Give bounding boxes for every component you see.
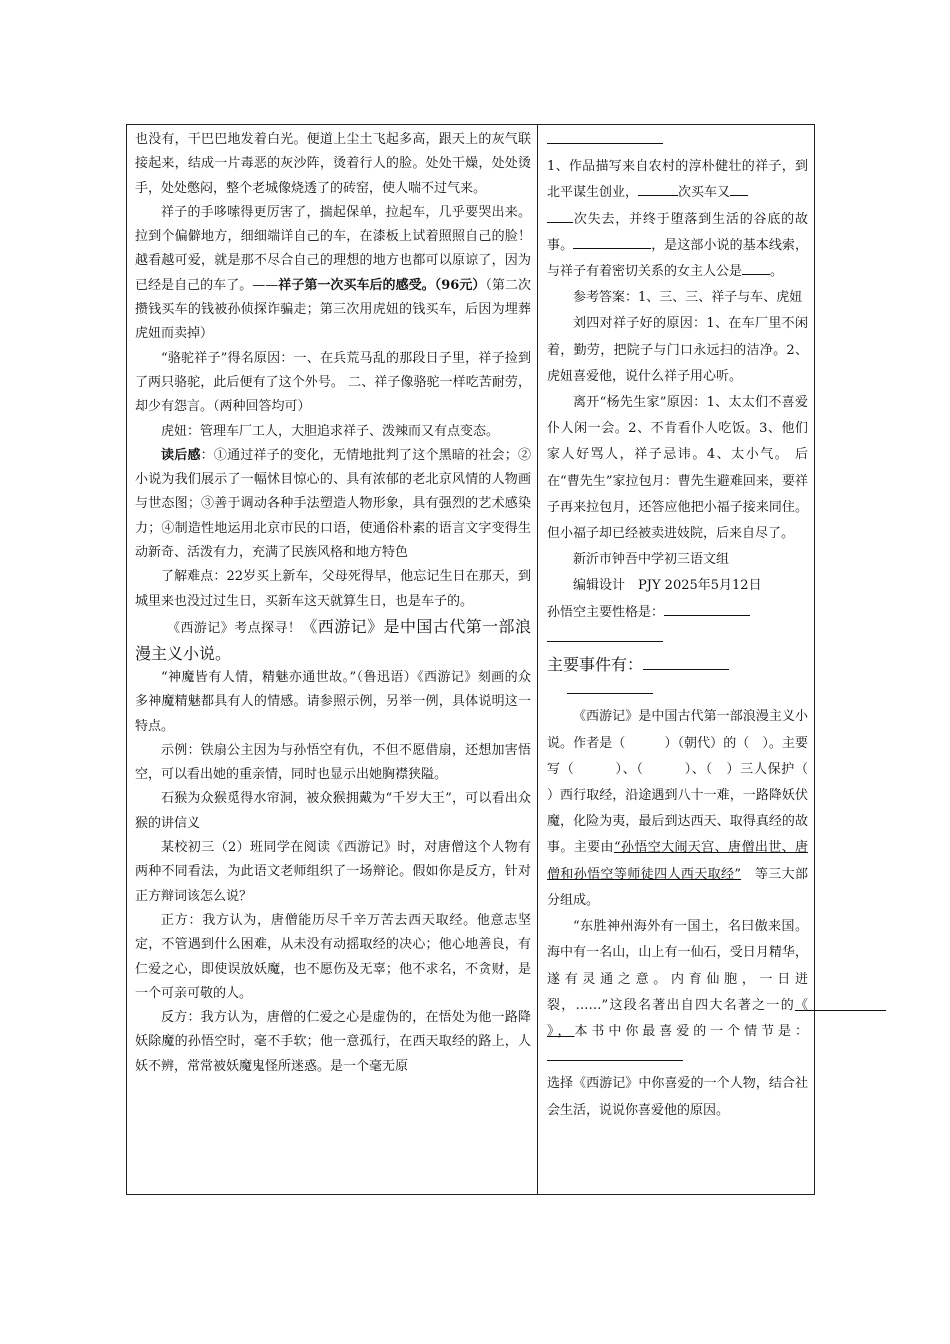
- blank-line[interactable]: [567, 679, 653, 694]
- blank-lose-count-a[interactable]: [730, 181, 748, 196]
- question-camel-xiangzi: 1、作品描写来自农村的淳朴健壮的祥子，到北平谋生创业， 次买车又 次失去，并终于堕落到生活的谷底的故事。 ，是这部小说的基本线索，与祥子有着密切关系的女主人公是 。: [547, 159, 808, 280]
- paragraph-first-car: [135, 201, 531, 347]
- left-column: [135, 128, 531, 1079]
- blank-lose-count-b[interactable]: [547, 208, 573, 223]
- paragraph-con-side: 反方：我方认为，唐僧的仁爱之心是虚伪的，在悟处为他一路降妖除魔的孙悟空时，毫不手软；他一意孤行，在西天取经的路上，人妖不辨，常常被妖魔鬼怪所迷惑。是一个毫无原: [135, 1010, 531, 1074]
- paragraph-heat: 也没有，干巴巴地发着白光。便道上尘土飞起多高，跟天上的灰气联接起来，结成一片毒恶的灰沙阵，烫着行人的脸。处处干燥，处处烫手，处处憋闷，整个老城像烧透了的砖窑，使人喘不过气来。: [135, 132, 531, 196]
- paragraph-camel-name: “骆驼祥子”得名原因：一、在兵荒马乱的那段日子里，祥子捡到了两只骆驼，此后便有了这个外号。 二、祥子像骆驼一样吃苦耐劳，却少有怨言。（两种回答均可）: [135, 350, 531, 415]
- school-name: 新沂市钟吾中学初三语文组: [573, 552, 730, 568]
- blank-book-title[interactable]: 《 》，: [547, 997, 887, 1039]
- right-column: [547, 128, 887, 1124]
- first-car-note: （第二次攒钱买车的钱被孙侦探诈骗走；第三次用虎妞的钱买车，后因为埋葬虎妞而卖掉）: [135, 277, 531, 342]
- first-car-text: 祥子的手哆嗦得更厉害了，揣起保单，拉起车，几乎要哭出来。拉到个偏僻地方，细细端详自己的车，在漆板上试着照照自己的脸！越看越可爱，就是那不尽合自己的理想的地方也都可以原谅了，因为已经是自己的车了。——: [135, 204, 531, 293]
- blank-favorite-plot[interactable]: [547, 1046, 683, 1061]
- reference-answer: 参考答案：1、三、三、祥子与车、虎妞: [573, 290, 803, 306]
- xiyouji-probe-label: 《西游记》考点探寻！: [167, 620, 302, 636]
- paragraph-lu-xun-quote: “神魔皆有人情，精魅亦通世故。”（鲁迅语）《西游记》刻画的众多神魔精魅都具有人的情感。请参照示例，另举一例，具体说明这一特点。: [135, 669, 531, 734]
- question-main-events: 主要事件有：: [547, 652, 808, 678]
- question-favorite-character: 选择《西游记》中你喜爱的一个人物，结合社会生活，说说你喜爱他的原因。: [547, 1076, 808, 1118]
- paragraph-xiyouji-intro: [135, 614, 531, 666]
- paragraph-leave-yang: 离开“杨先生家”原因：1、太太们不喜爱仆人闲一会。2、不肯看仆人吃饭。3、他们家人好骂人，祥子忌讳。4、太小气。 后在“曹先生”家拉包月：曹先生避难回来，要祥子再来拉包月，还答应他把小福子接来同住。但小福子却已经被卖进妓院，后来自尽了。: [547, 395, 808, 542]
- paragraph-xiyouji-author: 《西游记》是中国古代第一部浪漫主义小说。作者是（ ）（朝代）的（ ）。主要写（ ）、（ ）、（ ）三人保护（ ）西行取经，沿途遇到八十一难，一路降妖伏魔，化险为夷，最后到达西天、取得真经的故事。主要由“孙悟空大闹天宫、唐僧出世、唐僧和孙悟空等师徒四人西天取经” 等三大部分组成。: [547, 709, 835, 908]
- blank-sun-character[interactable]: [664, 601, 750, 616]
- blank-main-events[interactable]: [643, 655, 729, 670]
- paragraph-pro-side: 正方：我方认为，唐僧能历尽千辛万苦去西天取经。他意志坚定，不管遇到什么困难，从未没有动摇取经的决心；他心地善良，有仁爱之心，即使误放妖魔，也不愿伤及无辜；他不求名，不贪财，是一个可亲可敬的人。: [135, 912, 531, 1001]
- editor-line: 编辑设计 PJY 2025年5月12日: [573, 578, 762, 594]
- blank-main-thread[interactable]: [573, 234, 651, 249]
- question-sun-character: 孙悟空主要性格是：: [547, 600, 808, 626]
- paragraph-liu-si: 刘四对祥子好的原因：1、在车厂里不闲着，勤劳，把院子与门口永远扫的洁净。2、虎妞喜爱他，说什么祥子用心听。: [547, 316, 808, 384]
- column-divider: [537, 125, 538, 1194]
- content-table: [126, 124, 887, 1195]
- blank-heroine[interactable]: [742, 260, 770, 275]
- blank-buy-count[interactable]: [638, 181, 678, 196]
- paragraph-aolai: “东胜神州海外有一国土，名曰傲来国。海中有一名山，山上有一仙石，受日月精华，遂有灵通之意。内育仙胞，一日迸裂，……”这段名著出自四大名著之一的《 》，本书中你最喜爱的一个情节是：: [547, 914, 808, 1071]
- xiyouji-intro-text: 《西游记》是中国古代第一部浪漫主义小说。: [135, 616, 531, 663]
- paragraph-debate: 某校初三（2）班同学在阅读《西游记》时，对唐僧这个人物有两种不同看法，为此语文老师组织了一场辩论。假如你是反方，针对正方辩词该怎么说？: [135, 840, 531, 904]
- blank-line[interactable]: [547, 627, 663, 642]
- paragraph-difficulty: 了解难点：22岁买上新车，父母死得早，他忘记生日在那天，到城里来也没过过生日，买新车这天就算生日，也是车子的。: [135, 569, 531, 609]
- underlined-three-parts: “孙悟空大闹天宫、唐僧出世、唐僧和孙悟空等师徒四人西天取经”: [547, 840, 808, 882]
- paragraph-huniu: 虎妞：管理车厂工人，大胆追求祥子、泼辣而又有点变态。: [161, 423, 500, 439]
- paragraph-stone-monkey: 石猴为众猴觅得水帘洞，被众猴拥戴为“千岁大王”，可以看出众猴的讲信义: [135, 791, 531, 831]
- paragraph-reflection: [135, 444, 531, 565]
- top-answer-line: [547, 128, 808, 154]
- sun-character-line: [547, 626, 808, 652]
- reflection-label: 读后感: [161, 447, 201, 463]
- first-car-heading: 祥子第一次买车后的感受。（96元）: [278, 277, 486, 293]
- reflection-text: ：①通过祥子的变化，无情地批判了这个黑暗的社会；②小说为我们展示了一幅怵目惊心的、具有浓郁的老北京风情的人物画与世态图；③善于调动各种手法塑造人物形象，具有强烈的艺术感染力；④制造性地运用北京市民的口语，使通俗朴素的语言文字变得生动新奇、活泼有力，充满了民族风格和地方特色: [135, 447, 531, 561]
- blank-line[interactable]: [547, 129, 663, 144]
- main-events-line: [547, 678, 808, 704]
- paragraph-example: 示例：铁扇公主因为与孙悟空有仇，不但不愿借扇，还想加害悟空，可以看出她的重亲情，同时也显示出她胸襟狭隘。: [135, 742, 531, 783]
